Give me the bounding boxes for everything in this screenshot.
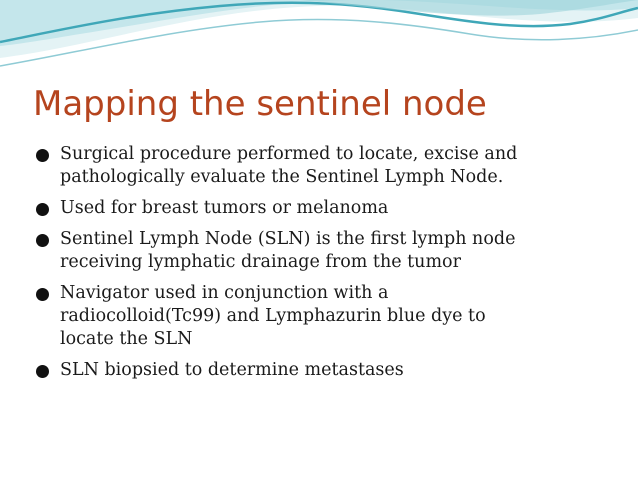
bullet-text: Navigator used in conjunction with a radiocolloid(Tc99) and Lymphazurin blue dye to locate the SLN [60,283,486,349]
bullet-item-sln-definition [36,228,616,274]
slide-title: Mapping the sentinel node [33,84,487,124]
filled-circle-bullet-icon [36,365,49,378]
bullet-text: Used for breast tumors or melanoma [60,198,389,218]
bullet-item-biopsy [36,359,616,382]
bullet-item-navigator [36,282,616,351]
filled-circle-bullet-icon [36,234,49,247]
bullet-text: Surgical procedure performed to locate, excise and pathologically evaluate the Sentinel Lymph Node. [60,144,518,187]
bullet-text: SLN biopsied to determine metastases [60,360,404,380]
filled-circle-bullet-icon [36,288,49,301]
bullet-list [36,143,616,390]
header-wave-decoration [0,0,638,80]
bullet-item-surgical-procedure [36,143,616,189]
bullet-text: Sentinel Lymph Node (SLN) is the first lymph node receiving lymphatic drainage from the tumor [60,229,516,272]
filled-circle-bullet-icon [36,203,49,216]
filled-circle-bullet-icon [36,149,49,162]
bullet-item-used-for [36,197,616,220]
